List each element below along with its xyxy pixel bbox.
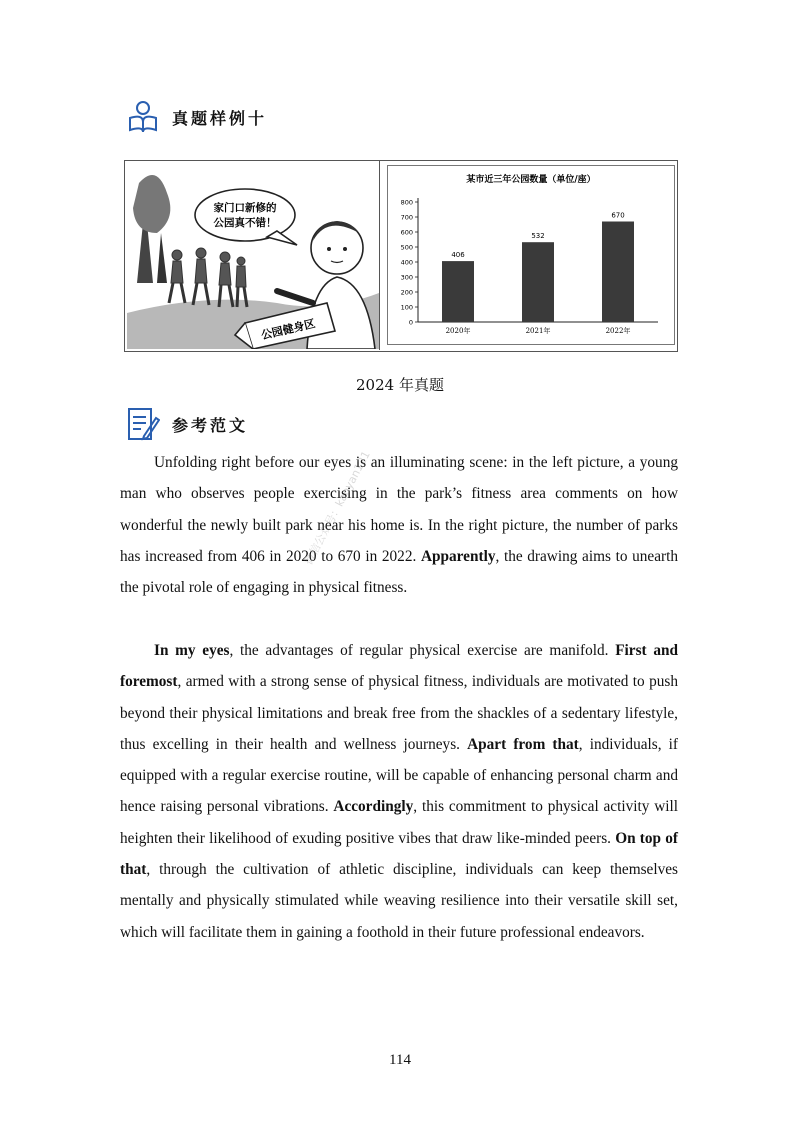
- bar-value-label: 532: [531, 232, 545, 241]
- y-tick-label: 300: [400, 273, 413, 282]
- bar-2022年: [602, 222, 634, 323]
- y-tick-label: 500: [400, 243, 413, 252]
- page-number: 114: [389, 1052, 411, 1068]
- bar-2020年: [442, 261, 474, 322]
- speech-line-1: 家门口新修的: [213, 202, 277, 214]
- section-title: 真题样例十: [172, 108, 268, 128]
- chart-title: 某市近三年公园数量（单位/座）: [466, 175, 596, 185]
- x-tick-label: 2021年: [525, 327, 551, 335]
- bar-2021年: [522, 242, 554, 322]
- x-tick-label: 2022年: [605, 327, 631, 335]
- watermark: 微信公众号：kaoyan121: [301, 448, 373, 568]
- reading-person-icon: [126, 100, 160, 134]
- x-tick-label: 2020年: [445, 327, 471, 335]
- y-tick-label: 700: [400, 213, 413, 222]
- fitness-area-sign: 公园健身区: [259, 317, 317, 343]
- document-pen-icon: [126, 406, 160, 442]
- section-header-sample: [126, 100, 267, 134]
- y-tick-label: 0: [408, 318, 413, 327]
- section-title: 参考范文: [172, 415, 249, 435]
- y-tick-label: 400: [400, 258, 413, 267]
- figure-caption: 2024 年真题: [356, 376, 444, 394]
- essay-paragraph-2: In my eyes, the advantages of regular physical exercise are manifold. First and foremost, armed with a strong sense of physical fitness, individuals are motivated to push beyond their physical limitations and break free from the shackles of a sedentary lifestyle, thus excelling in their health and wellness journeys. Apart from that, individuals, if equipped with a regular exercise routine, will be capable of enhancing personal charm and hence raising personal vibrations. Accordingly, this commitment to physical activity will heighten their likelihood of exuding positive vibes that draw like-minded peers. On top of that, through the cultivation of athletic discipline, individuals can keep themselves mentally and physically stimulated while weaving resilience into their versatile skill set, which will facilitate them in gaining a foothold in their future professional endeavors.: [120, 642, 679, 941]
- y-tick-label: 800: [400, 198, 413, 207]
- y-tick-label: 100: [400, 303, 413, 312]
- exam-figure: [124, 160, 678, 352]
- figure-divider: [379, 161, 380, 350]
- y-tick-label: 600: [400, 228, 413, 237]
- bar-value-label: 406: [451, 251, 465, 260]
- cartoon-illustration: [127, 163, 379, 349]
- park-count-chart: [387, 165, 675, 345]
- speech-line-2: 公园真不错！: [213, 217, 277, 229]
- y-tick-label: 200: [400, 288, 413, 297]
- section-header-essay: [126, 406, 248, 442]
- bar-value-label: 670: [611, 211, 625, 220]
- essay-paragraph-1: Unfolding right before our eyes is an illuminating scene: in the left picture, a young man who observes people exercising in the park’s fitness area comments on how wonderful the newly built park near his home is. In the right picture, the number of parks has increased from 406 in 2020 to 670 in 2022. Apparently, the drawing aims to unearth the pivotal role of engaging in physical fitness.: [120, 454, 678, 597]
